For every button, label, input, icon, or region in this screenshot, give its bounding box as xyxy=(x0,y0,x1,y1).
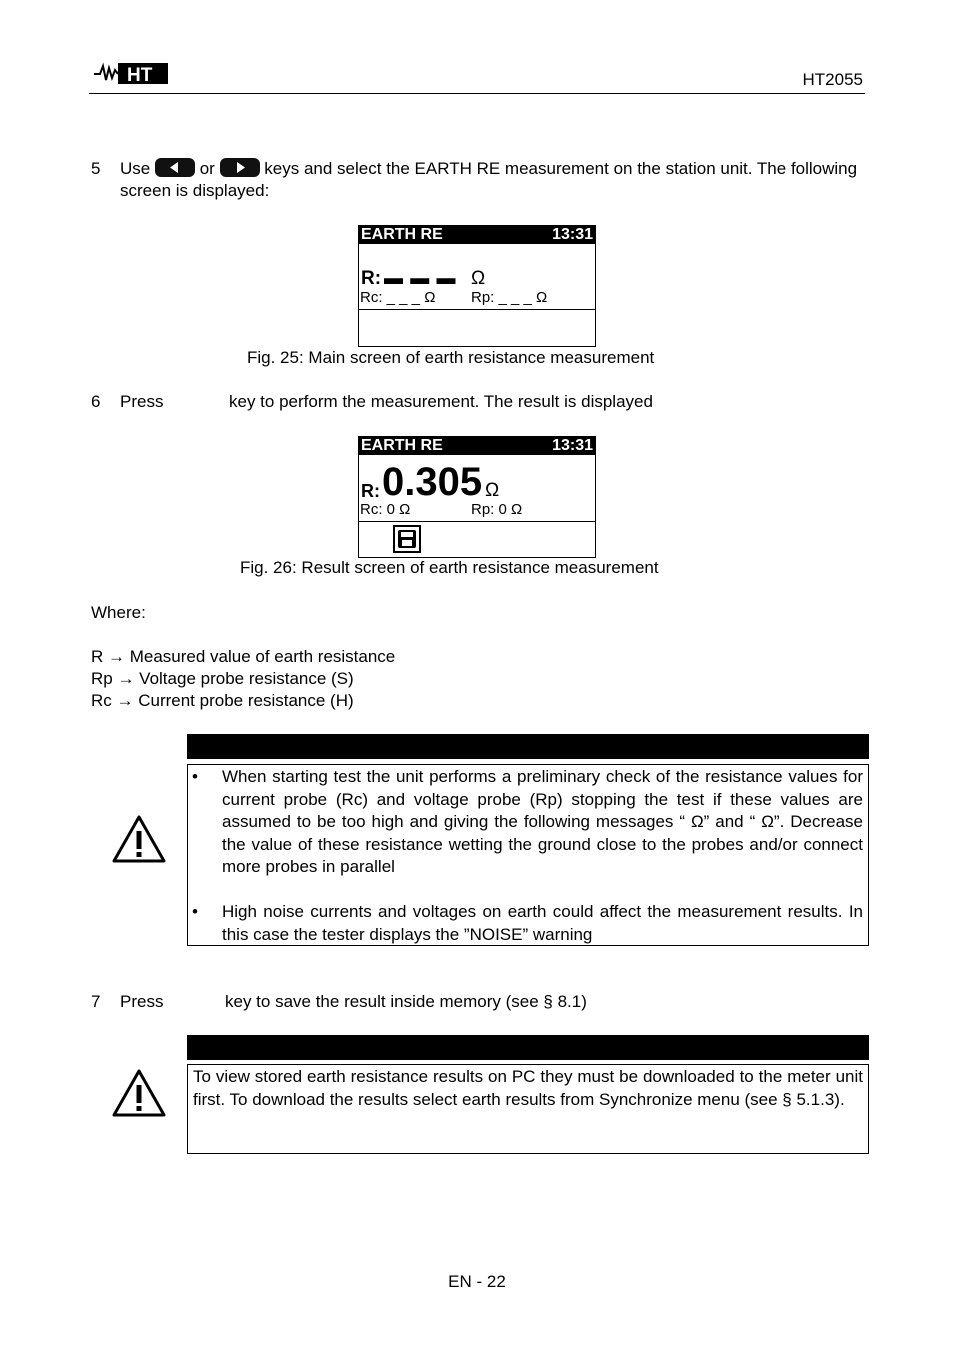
definition-rc: Rc → Current probe resistance (H) xyxy=(91,691,354,710)
step-5 xyxy=(91,158,866,204)
figure-caption-26: Fig. 26: Result screen of earth resistance measurement xyxy=(240,558,659,577)
ht-logo xyxy=(94,60,170,86)
lcd-separator xyxy=(359,309,595,310)
lcd-r-label: R: xyxy=(361,268,382,289)
step-6: 6 Press key to perform the measurement. The result is displayed xyxy=(91,392,653,411)
lcd-result-screen xyxy=(358,436,596,558)
definition-r: R → Measured value of earth resistance xyxy=(91,647,396,666)
logo-text: HT xyxy=(127,65,153,86)
where-label: Where: xyxy=(91,603,146,622)
left-key-icon xyxy=(155,158,195,177)
lcd-title: EARTH RE xyxy=(361,437,443,454)
lcd-rc: Rc: 0 Ω xyxy=(360,501,411,518)
lcd-clock: 13:31 xyxy=(552,437,593,454)
info-box xyxy=(187,1064,869,1154)
lcd-clock: 13:31 xyxy=(552,226,593,243)
lcd-main-screen xyxy=(358,225,596,347)
lcd-rp: Rp: _ _ _ Ω xyxy=(471,289,548,306)
step-number: 5 xyxy=(91,159,101,178)
lcd-rp: Rp: 0 Ω xyxy=(471,501,523,518)
lcd-title: EARTH RE xyxy=(361,226,443,243)
save-icon[interactable] xyxy=(393,525,421,553)
caution-box xyxy=(187,764,869,946)
step-7: 7 Press key to save the result inside memory (see § 8.1) xyxy=(91,992,587,1011)
figure-caption-25: Fig. 25: Main screen of earth resistance measurement xyxy=(247,348,655,367)
bullet-icon: • xyxy=(192,902,198,921)
caution-bullet-2: High noise currents and voltages on earth could affect the measurement results. In this case the tester displays the ”NOISE” warning xyxy=(222,902,863,944)
warning-triangle-icon xyxy=(111,1068,167,1118)
model-name: HT2055 xyxy=(802,70,863,89)
lcd-separator xyxy=(359,521,595,522)
bullet-icon: • xyxy=(192,767,198,786)
lcd-title-bar xyxy=(359,437,595,455)
lcd-r-unit: Ω xyxy=(471,268,486,289)
step-number: 6 xyxy=(91,392,101,411)
caution-bullet-1: When starting test the unit performs a preliminary check of the resistance values for current probe (Rc) and voltage probe (Rp) stopping the test if these values are assumed to be too high and giving the following messages “ Ω” and “ Ω”. Decrease the value of these resistance wetting the ground close to the probes and/or connect more probes in parallel xyxy=(222,767,863,876)
step-number: 7 xyxy=(91,992,101,1011)
caution-header-bar xyxy=(187,734,869,759)
caution-header-bar xyxy=(187,1035,869,1060)
definition-rp: Rp → Voltage probe resistance (S) xyxy=(91,669,354,688)
lcd-rc: Rc: _ _ _ Ω xyxy=(360,289,436,306)
lcd-title-bar xyxy=(359,226,595,244)
lcd-r-dashes: ▬ ▬ ▬ xyxy=(384,268,457,289)
warning-triangle-icon xyxy=(111,814,167,864)
header-divider xyxy=(89,93,865,94)
page-number: EN - 22 xyxy=(448,1272,506,1291)
lcd-r-label: R: xyxy=(361,481,380,501)
right-key-icon xyxy=(220,158,260,177)
step-text: Use or keys and select the EARTH RE measurement on the station unit. The following screen is displayed: xyxy=(120,159,858,200)
info-text: To view stored earth resistance results on PC they must be downloaded to the meter unit first. To download the results select earth results from Synchronize menu (see § 5.1.3). xyxy=(193,1067,863,1109)
lcd-r-value: 0.305 xyxy=(382,460,483,504)
lcd-r-unit: Ω xyxy=(485,480,500,501)
